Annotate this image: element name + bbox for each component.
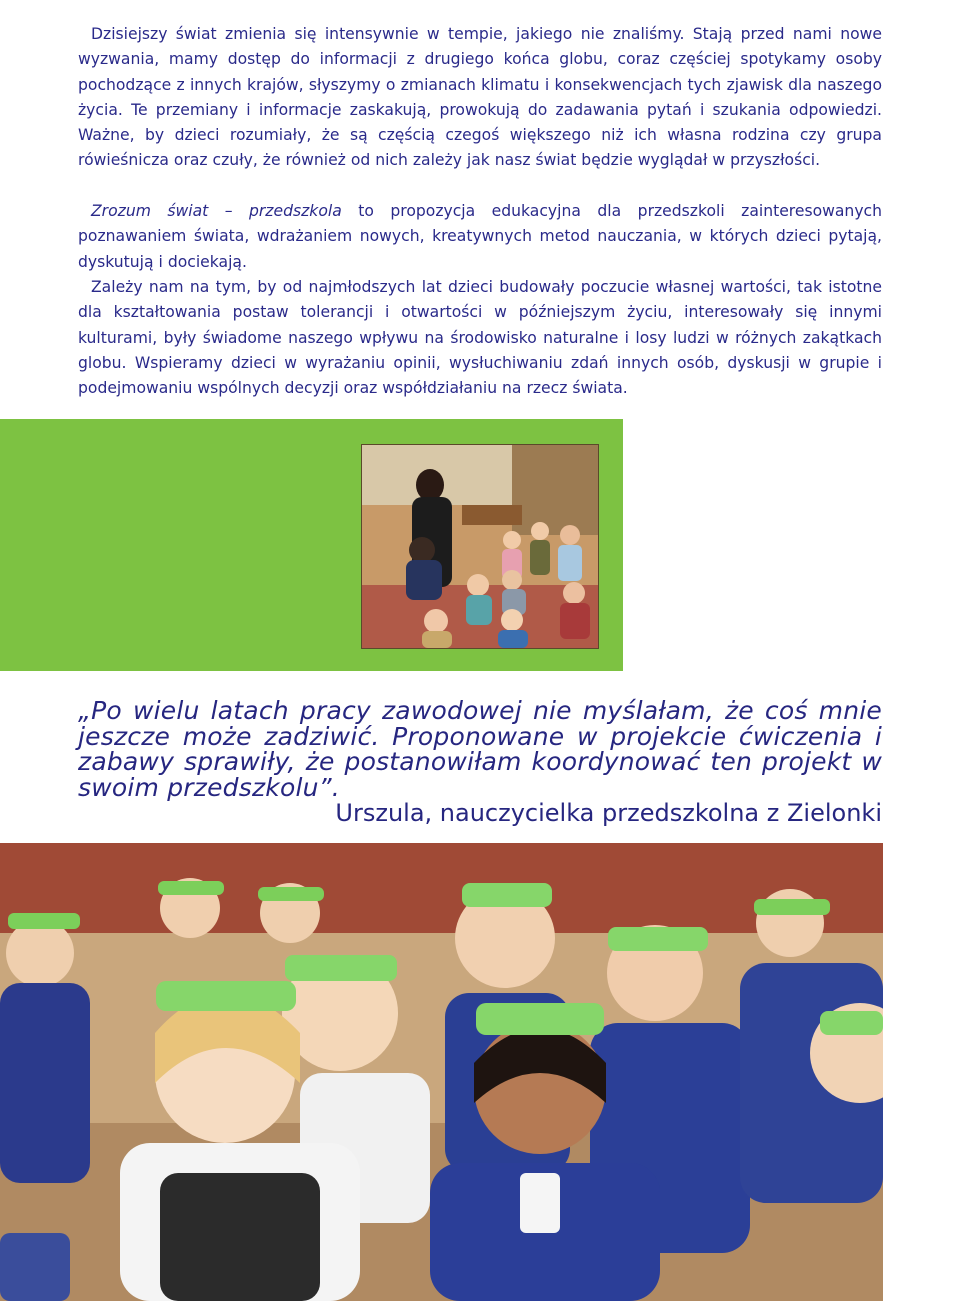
children-headbands-illustration (0, 843, 883, 1301)
values-paragraph: Zależy nam na tym, by od najmłodszych lat dzieci budowały poczucie własnej wartości, tak istotne dla kształtowania postaw tolerancji i otwartości w późniejszym życiu, interesowały się innymi kulturami, były świadome naszego wpływu na środowisko naturalne i losy ludzi w różnych zakątkach globu. Wspieramy dzieci w wyrażaniu opinii, wysłuchiwaniu zdań innych osób, dyskusji w grupie i podejmowaniu wspólnych decyzji oraz współdziałaniu na rzecz świata. (78, 278, 882, 398)
classroom-photo (361, 444, 599, 649)
children-headbands-photo (0, 843, 883, 1301)
teacher-quote: „Po wielu latach pracy zawodowej nie myślałam, że coś mnie jeszcze może zadziwić. Proponowane w projekcie ćwiczenia i zabawy sprawiły, że postanowiłam koordynować ten projekt w swoim przedszkolu”. (78, 696, 882, 802)
program-description: to propozycja edukacyjna dla przedszkoli zainteresowanych poznawaniem świata, wdrażaniem nowych, kreatywnych metod nauczania, w których dzieci pytają, dyskutują i dociekają. (78, 202, 882, 271)
intro-paragraph: Dzisiejszy świat zmienia się intensywnie w tempie, jakiego nie znaliśmy. Stają przed nami nowe wyzwania, mamy dostęp do informacji z drugiego końca globu, coraz częściej spotykamy osoby pochodzące z innych krajów, słyszymy o zmianach klimatu i konsekwencjach tych zjawisk dla naszego życia. Te przemiany i informacje zaskakują, prowokują do zadawania pytań i szukania odpowiedzi. Ważne, by dzieci rozumiały, że są częścią czegoś większego niż ich własna rodzina czy grupa rówieśnicza oraz czuły, że również od nich zależy jak nasz świat będzie wyglądał w przyszłości. (78, 25, 882, 170)
program-title: Zrozum świat – przedszkola (91, 202, 342, 220)
classroom-photo-illustration (362, 445, 598, 648)
quote-author: Urszula, nauczycielka przedszkolna z Zielonki (335, 799, 882, 827)
program-paragraph (78, 199, 882, 275)
